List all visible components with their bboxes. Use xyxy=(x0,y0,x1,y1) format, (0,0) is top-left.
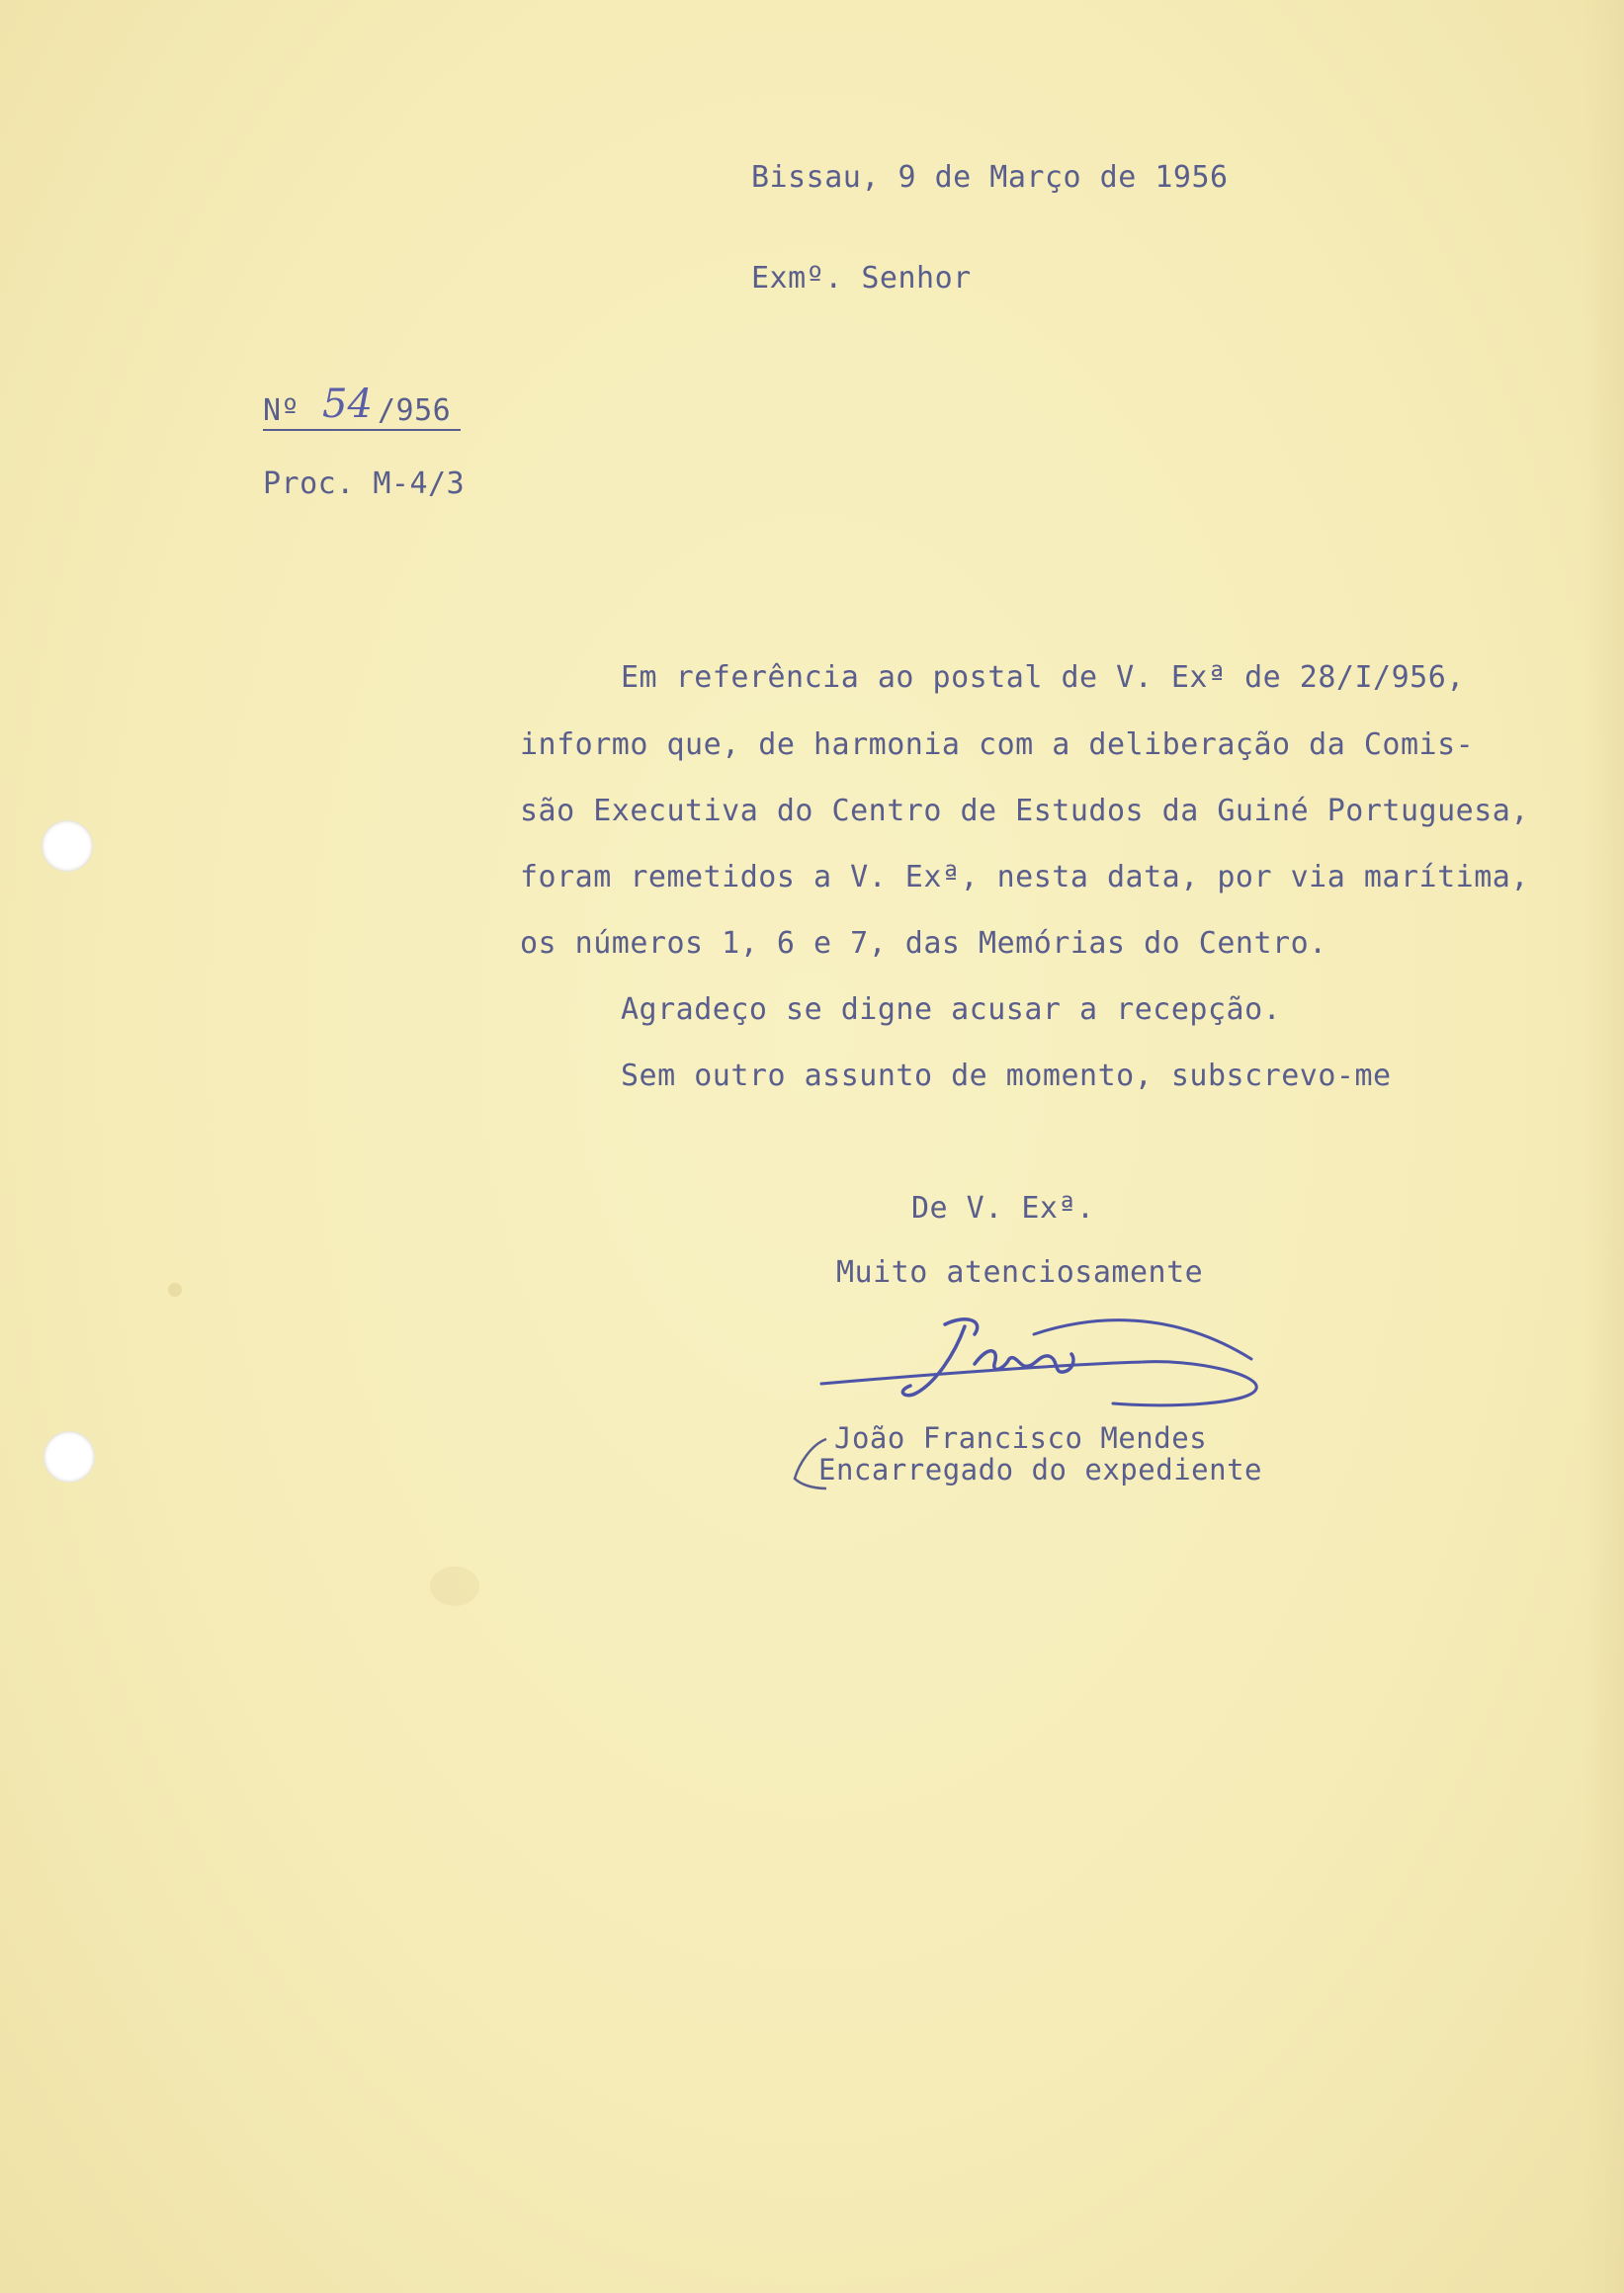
ref-handwritten-number: 54 xyxy=(322,382,373,427)
salutation: Exmº. Senhor xyxy=(751,261,972,296)
closing-regards: Muito atenciosamente xyxy=(836,1255,1204,1290)
body-line-4: foram remetidos a V. Exª, nesta data, por via marítima, xyxy=(520,860,1529,894)
paper-stain xyxy=(430,1567,479,1606)
body-line-2: informo que, de harmonia com a deliberação da Comis- xyxy=(520,727,1475,762)
ref-suffix: /956 xyxy=(378,393,452,428)
ref-prefix: Nº xyxy=(263,393,300,428)
body-line-5: os números 1, 6 e 7, das Memórias do Centro. xyxy=(520,926,1327,961)
signer-name: João Francisco Mendes xyxy=(834,1421,1208,1455)
punch-hole-bottom xyxy=(43,1431,95,1483)
paragraph-closing: Sem outro assunto de momento, subscrevo-me xyxy=(621,1059,1392,1093)
punch-hole-top xyxy=(42,820,93,872)
signer-title: Encarregado do expediente xyxy=(818,1453,1262,1486)
signature xyxy=(816,1305,1291,1413)
closing-formula: De V. Exª. xyxy=(911,1191,1095,1226)
paragraph-acknowledge: Agradeço se digne acusar a recepção. xyxy=(621,992,1282,1027)
paper-edge-shade xyxy=(1584,0,1624,2293)
signer-bracket xyxy=(791,1435,830,1494)
body-line-3: são Executiva do Centro de Estudos da Guiné Portuguesa, xyxy=(520,794,1529,828)
paper-stain xyxy=(168,1283,182,1297)
ref-underline xyxy=(263,429,461,431)
body-line-1: Em referência ao postal de V. Exª de 28/I/956, xyxy=(621,660,1465,695)
process-number: Proc. M-4/3 xyxy=(263,467,466,501)
date-line: Bissau, 9 de Março de 1956 xyxy=(751,160,1229,195)
